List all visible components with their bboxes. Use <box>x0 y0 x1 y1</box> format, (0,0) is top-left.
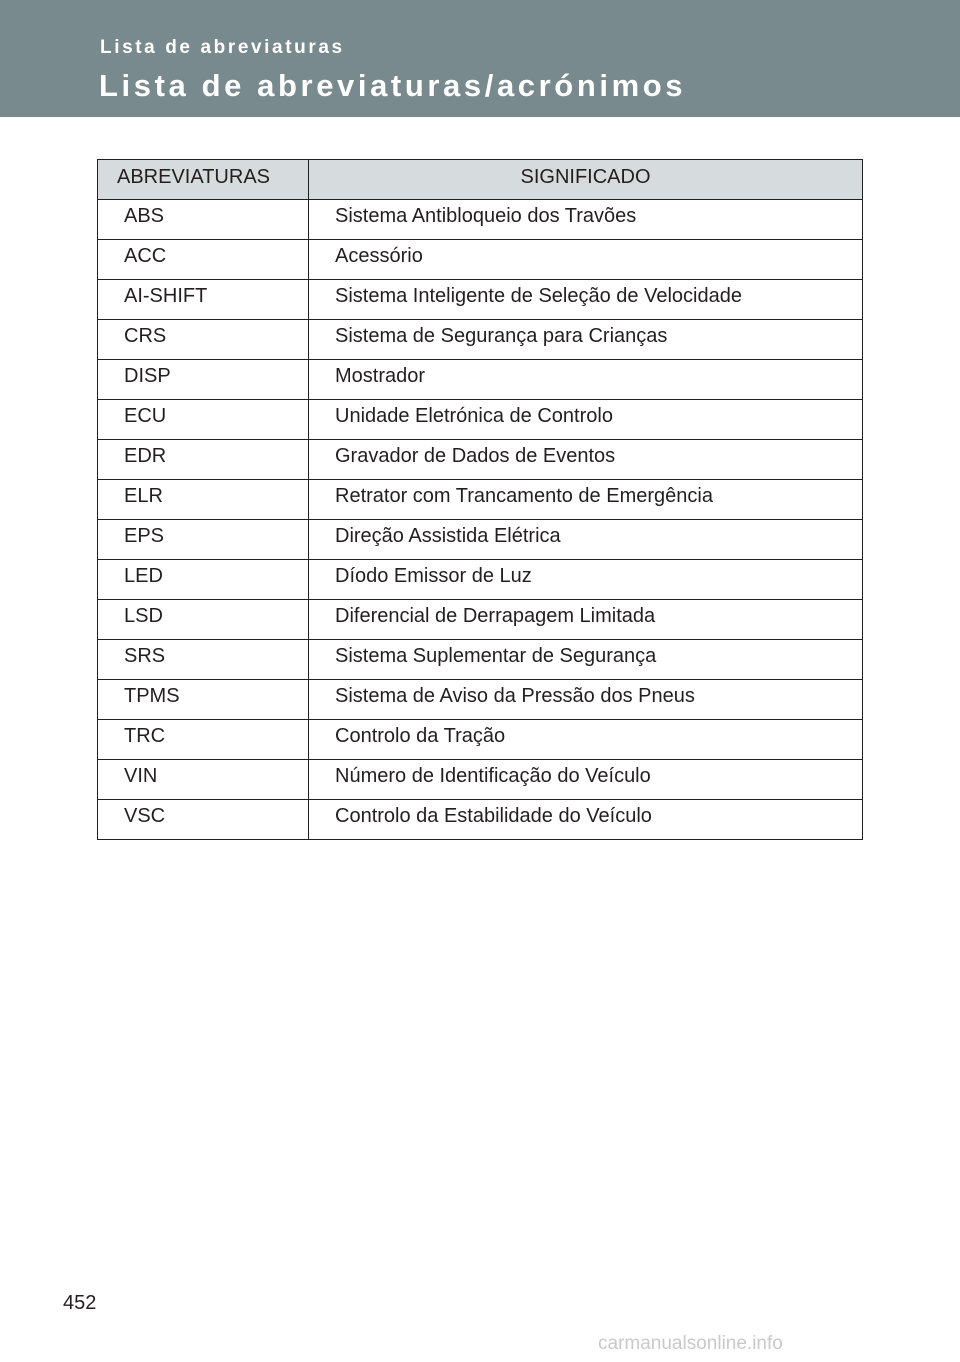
column-header-meaning: SIGNIFICADO <box>309 160 863 200</box>
meaning-cell: Direção Assistida Elétrica <box>309 520 863 560</box>
abbreviation-cell: DISP <box>98 360 309 400</box>
table-row <box>98 400 863 440</box>
header-band <box>0 0 960 117</box>
meaning-cell: Sistema Antibloqueio dos Travões <box>309 200 863 240</box>
abbreviations-table <box>97 159 863 840</box>
meaning-cell: Díodo Emissor de Luz <box>309 560 863 600</box>
table-row <box>98 640 863 680</box>
table-row <box>98 200 863 240</box>
abbreviation-cell: VSC <box>98 800 309 840</box>
table-row <box>98 280 863 320</box>
abbreviation-cell: ECU <box>98 400 309 440</box>
watermark: carmanualsonline.info <box>598 1333 783 1354</box>
abbreviation-cell: CRS <box>98 320 309 360</box>
page-title: Lista de abreviaturas/acrónimos <box>99 68 687 103</box>
table-row <box>98 680 863 720</box>
meaning-cell: Retrator com Trancamento de Emergência <box>309 480 863 520</box>
abbreviation-cell: AI-SHIFT <box>98 280 309 320</box>
meaning-cell: Controlo da Estabilidade do Veículo <box>309 800 863 840</box>
table-row <box>98 440 863 480</box>
abbreviation-cell: ELR <box>98 480 309 520</box>
table-row <box>98 800 863 840</box>
section-title: Lista de abreviaturas <box>100 37 345 58</box>
meaning-cell: Sistema Inteligente de Seleção de Velocidade <box>309 280 863 320</box>
table-row <box>98 560 863 600</box>
meaning-cell: Número de Identificação do Veículo <box>309 760 863 800</box>
abbreviation-cell: LSD <box>98 600 309 640</box>
meaning-cell: Gravador de Dados de Eventos <box>309 440 863 480</box>
table-row <box>98 760 863 800</box>
table-row <box>98 360 863 400</box>
abbreviation-cell: LED <box>98 560 309 600</box>
table-header-row <box>98 160 863 200</box>
table-row <box>98 720 863 760</box>
abbreviation-cell: ACC <box>98 240 309 280</box>
table-row <box>98 520 863 560</box>
meaning-cell: Diferencial de Derrapagem Limitada <box>309 600 863 640</box>
abbreviation-cell: TPMS <box>98 680 309 720</box>
meaning-cell: Unidade Eletrónica de Controlo <box>309 400 863 440</box>
table-row <box>98 480 863 520</box>
meaning-cell: Controlo da Tração <box>309 720 863 760</box>
meaning-cell: Sistema Suplementar de Segurança <box>309 640 863 680</box>
table-row <box>98 320 863 360</box>
abbreviation-cell: EPS <box>98 520 309 560</box>
meaning-cell: Sistema de Segurança para Crianças <box>309 320 863 360</box>
abbreviation-cell: VIN <box>98 760 309 800</box>
abbreviation-cell: TRC <box>98 720 309 760</box>
page-number: 452 <box>63 1292 97 1314</box>
abbreviation-cell: SRS <box>98 640 309 680</box>
table-row <box>98 240 863 280</box>
abbreviation-cell: ABS <box>98 200 309 240</box>
meaning-cell: Acessório <box>309 240 863 280</box>
table-row <box>98 600 863 640</box>
meaning-cell: Mostrador <box>309 360 863 400</box>
meaning-cell: Sistema de Aviso da Pressão dos Pneus <box>309 680 863 720</box>
column-header-abbreviations: ABREVIATURAS <box>98 160 309 200</box>
abbreviation-cell: EDR <box>98 440 309 480</box>
